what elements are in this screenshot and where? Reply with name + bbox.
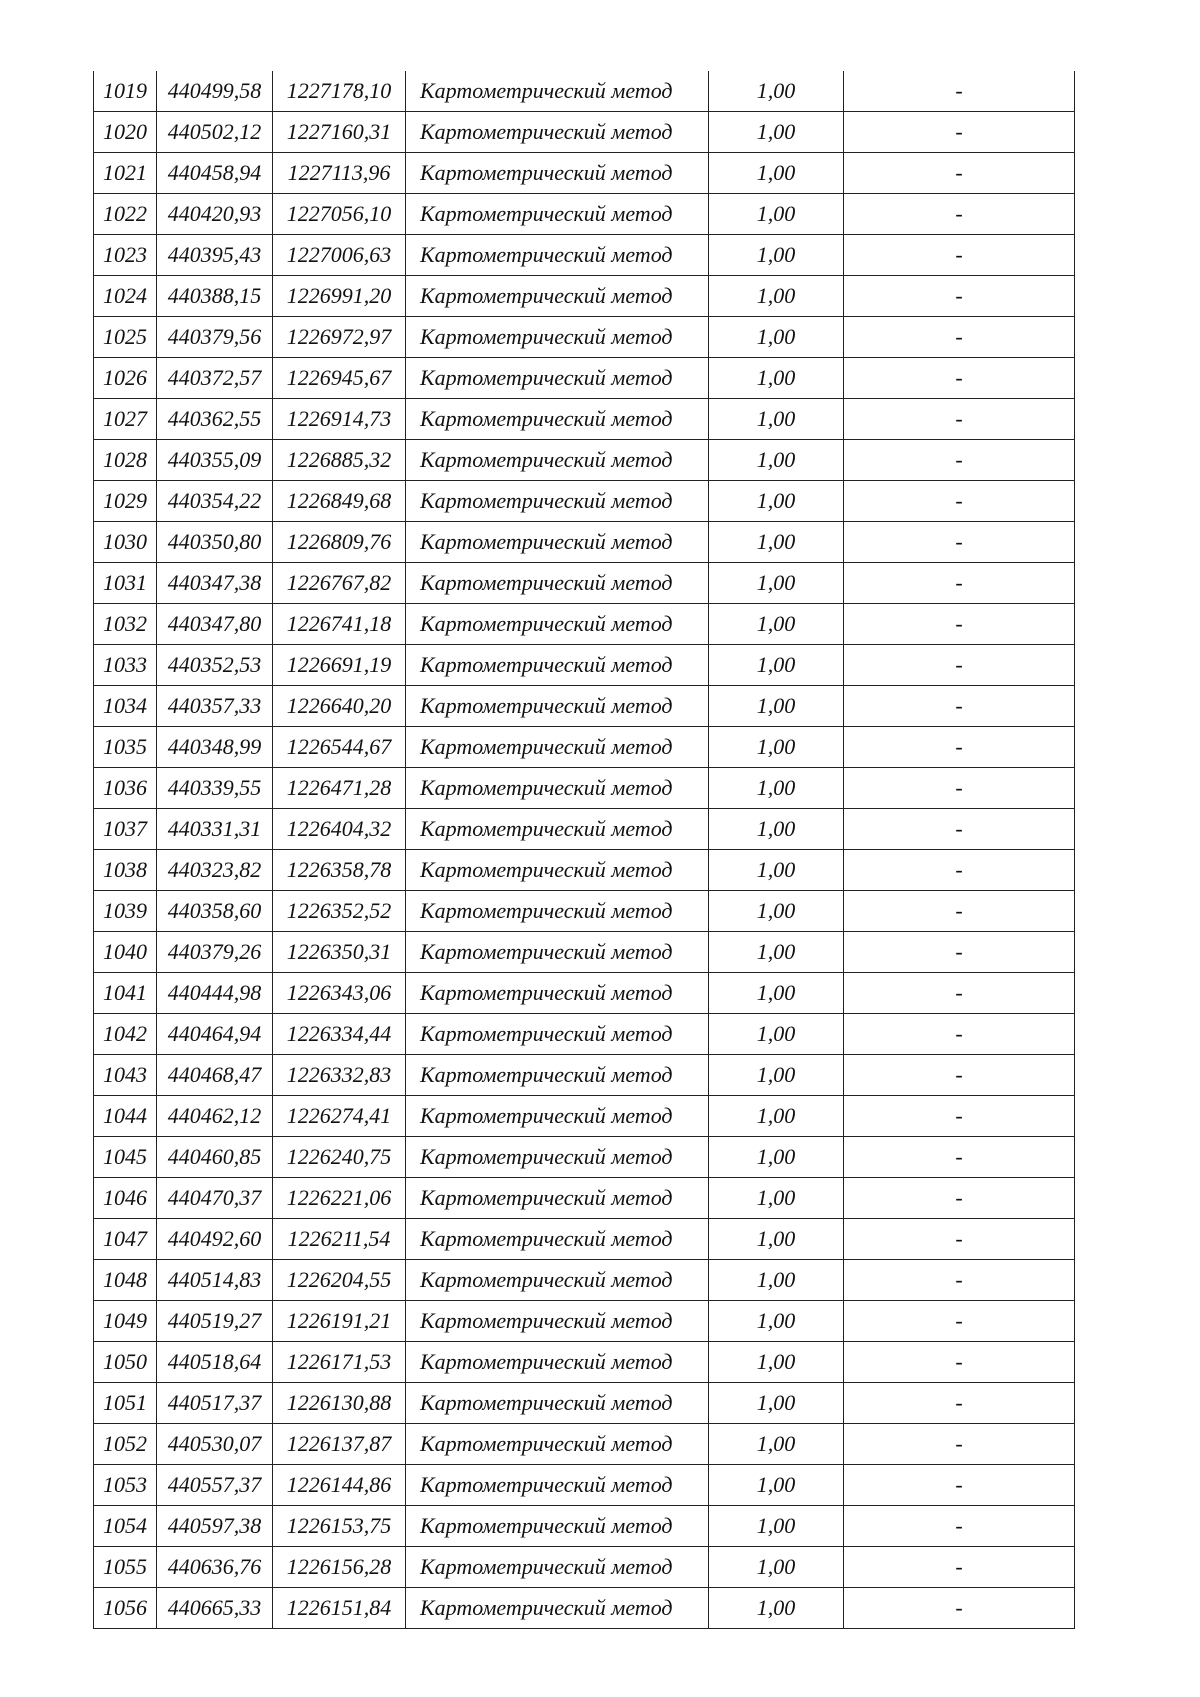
method-cell: Картометрический метод: [406, 1301, 709, 1342]
method-cell: Картометрический метод: [406, 522, 709, 563]
method-cell: Картометрический метод: [406, 891, 709, 932]
x-coordinate-cell: 440331,31: [157, 809, 273, 850]
accuracy-cell: 1,00: [709, 1547, 844, 1588]
y-coordinate-cell: 1226809,76: [273, 522, 406, 563]
y-coordinate-cell: 1226741,18: [273, 604, 406, 645]
y-coordinate-cell: 1226991,20: [273, 276, 406, 317]
description-cell: -: [844, 1547, 1075, 1588]
table-row: [94, 891, 1075, 932]
method-cell: Картометрический метод: [406, 276, 709, 317]
accuracy-cell: 1,00: [709, 973, 844, 1014]
accuracy-cell: 1,00: [709, 1014, 844, 1055]
x-coordinate-cell: 440468,47: [157, 1055, 273, 1096]
description-cell: -: [844, 645, 1075, 686]
description-cell: -: [844, 686, 1075, 727]
y-coordinate-cell: 1226640,20: [273, 686, 406, 727]
description-cell: -: [844, 235, 1075, 276]
coordinates-table-body: [94, 71, 1075, 1629]
x-coordinate-cell: 440362,55: [157, 399, 273, 440]
table-row: [94, 809, 1075, 850]
method-cell: Картометрический метод: [406, 1506, 709, 1547]
table-row: [94, 1260, 1075, 1301]
accuracy-cell: 1,00: [709, 891, 844, 932]
point-number-cell: 1051: [94, 1383, 157, 1424]
point-number-cell: 1048: [94, 1260, 157, 1301]
point-number-cell: 1056: [94, 1588, 157, 1629]
y-coordinate-cell: 1226204,55: [273, 1260, 406, 1301]
y-coordinate-cell: 1226849,68: [273, 481, 406, 522]
description-cell: -: [844, 809, 1075, 850]
table-row: [94, 1301, 1075, 1342]
point-number-cell: 1019: [94, 71, 157, 112]
table-row: [94, 1506, 1075, 1547]
description-cell: -: [844, 1465, 1075, 1506]
point-number-cell: 1038: [94, 850, 157, 891]
accuracy-cell: 1,00: [709, 727, 844, 768]
description-cell: -: [844, 399, 1075, 440]
table-row: [94, 481, 1075, 522]
accuracy-cell: 1,00: [709, 194, 844, 235]
y-coordinate-cell: 1226352,52: [273, 891, 406, 932]
table-row: [94, 727, 1075, 768]
y-coordinate-cell: 1226153,75: [273, 1506, 406, 1547]
method-cell: Картометрический метод: [406, 645, 709, 686]
y-coordinate-cell: 1226130,88: [273, 1383, 406, 1424]
description-cell: -: [844, 604, 1075, 645]
x-coordinate-cell: 440557,37: [157, 1465, 273, 1506]
method-cell: Картометрический метод: [406, 1424, 709, 1465]
point-number-cell: 1034: [94, 686, 157, 727]
y-coordinate-cell: 1226544,67: [273, 727, 406, 768]
point-number-cell: 1021: [94, 153, 157, 194]
y-coordinate-cell: 1227056,10: [273, 194, 406, 235]
method-cell: Картометрический метод: [406, 1014, 709, 1055]
method-cell: Картометрический метод: [406, 1137, 709, 1178]
accuracy-cell: 1,00: [709, 276, 844, 317]
accuracy-cell: 1,00: [709, 1219, 844, 1260]
description-cell: -: [844, 317, 1075, 358]
description-cell: -: [844, 1588, 1075, 1629]
accuracy-cell: 1,00: [709, 604, 844, 645]
description-cell: -: [844, 1219, 1075, 1260]
accuracy-cell: 1,00: [709, 686, 844, 727]
accuracy-cell: 1,00: [709, 850, 844, 891]
y-coordinate-cell: 1226358,78: [273, 850, 406, 891]
method-cell: Картометрический метод: [406, 932, 709, 973]
method-cell: Картометрический метод: [406, 1588, 709, 1629]
table-row: [94, 932, 1075, 973]
accuracy-cell: 1,00: [709, 563, 844, 604]
point-number-cell: 1055: [94, 1547, 157, 1588]
y-coordinate-cell: 1226945,67: [273, 358, 406, 399]
y-coordinate-cell: 1226334,44: [273, 1014, 406, 1055]
y-coordinate-cell: 1226137,87: [273, 1424, 406, 1465]
x-coordinate-cell: 440357,33: [157, 686, 273, 727]
method-cell: Картометрический метод: [406, 1342, 709, 1383]
y-coordinate-cell: 1227006,63: [273, 235, 406, 276]
x-coordinate-cell: 440514,83: [157, 1260, 273, 1301]
method-cell: Картометрический метод: [406, 317, 709, 358]
x-coordinate-cell: 440502,12: [157, 112, 273, 153]
x-coordinate-cell: 440444,98: [157, 973, 273, 1014]
description-cell: -: [844, 112, 1075, 153]
description-cell: -: [844, 563, 1075, 604]
table-row: [94, 1096, 1075, 1137]
x-coordinate-cell: 440372,57: [157, 358, 273, 399]
y-coordinate-cell: 1227113,96: [273, 153, 406, 194]
y-coordinate-cell: 1226211,54: [273, 1219, 406, 1260]
table-row: [94, 235, 1075, 276]
y-coordinate-cell: 1226972,97: [273, 317, 406, 358]
coordinates-table: [93, 71, 1075, 1629]
x-coordinate-cell: 440354,22: [157, 481, 273, 522]
point-number-cell: 1053: [94, 1465, 157, 1506]
x-coordinate-cell: 440462,12: [157, 1096, 273, 1137]
x-coordinate-cell: 440358,60: [157, 891, 273, 932]
method-cell: Картометрический метод: [406, 727, 709, 768]
point-number-cell: 1024: [94, 276, 157, 317]
method-cell: Картометрический метод: [406, 1465, 709, 1506]
description-cell: -: [844, 1424, 1075, 1465]
method-cell: Картометрический метод: [406, 686, 709, 727]
point-number-cell: 1037: [94, 809, 157, 850]
point-number-cell: 1052: [94, 1424, 157, 1465]
point-number-cell: 1044: [94, 1096, 157, 1137]
x-coordinate-cell: 440460,85: [157, 1137, 273, 1178]
description-cell: -: [844, 481, 1075, 522]
x-coordinate-cell: 440530,07: [157, 1424, 273, 1465]
table-row: [94, 1342, 1075, 1383]
table-row: [94, 153, 1075, 194]
point-number-cell: 1040: [94, 932, 157, 973]
description-cell: -: [844, 71, 1075, 112]
method-cell: Картометрический метод: [406, 1178, 709, 1219]
method-cell: Картометрический метод: [406, 973, 709, 1014]
accuracy-cell: 1,00: [709, 112, 844, 153]
x-coordinate-cell: 440388,15: [157, 276, 273, 317]
method-cell: Картометрический метод: [406, 1219, 709, 1260]
table-row: [94, 850, 1075, 891]
x-coordinate-cell: 440350,80: [157, 522, 273, 563]
accuracy-cell: 1,00: [709, 399, 844, 440]
point-number-cell: 1035: [94, 727, 157, 768]
point-number-cell: 1036: [94, 768, 157, 809]
accuracy-cell: 1,00: [709, 768, 844, 809]
method-cell: Картометрический метод: [406, 112, 709, 153]
x-coordinate-cell: 440379,56: [157, 317, 273, 358]
x-coordinate-cell: 440470,37: [157, 1178, 273, 1219]
table-row: [94, 973, 1075, 1014]
accuracy-cell: 1,00: [709, 440, 844, 481]
point-number-cell: 1050: [94, 1342, 157, 1383]
method-cell: Картометрический метод: [406, 1547, 709, 1588]
description-cell: -: [844, 768, 1075, 809]
table-row: [94, 1055, 1075, 1096]
x-coordinate-cell: 440492,60: [157, 1219, 273, 1260]
point-number-cell: 1054: [94, 1506, 157, 1547]
y-coordinate-cell: 1226144,86: [273, 1465, 406, 1506]
point-number-cell: 1047: [94, 1219, 157, 1260]
y-coordinate-cell: 1227160,31: [273, 112, 406, 153]
y-coordinate-cell: 1226767,82: [273, 563, 406, 604]
point-number-cell: 1031: [94, 563, 157, 604]
method-cell: Картометрический метод: [406, 481, 709, 522]
method-cell: Картометрический метод: [406, 440, 709, 481]
y-coordinate-cell: 1226274,41: [273, 1096, 406, 1137]
table-row: [94, 1178, 1075, 1219]
point-number-cell: 1039: [94, 891, 157, 932]
description-cell: -: [844, 358, 1075, 399]
point-number-cell: 1027: [94, 399, 157, 440]
x-coordinate-cell: 440352,53: [157, 645, 273, 686]
accuracy-cell: 1,00: [709, 1506, 844, 1547]
description-cell: -: [844, 153, 1075, 194]
description-cell: -: [844, 727, 1075, 768]
description-cell: -: [844, 1137, 1075, 1178]
method-cell: Картометрический метод: [406, 850, 709, 891]
table-row: [94, 686, 1075, 727]
accuracy-cell: 1,00: [709, 809, 844, 850]
description-cell: -: [844, 1014, 1075, 1055]
accuracy-cell: 1,00: [709, 1055, 844, 1096]
y-coordinate-cell: 1226171,53: [273, 1342, 406, 1383]
description-cell: -: [844, 1342, 1075, 1383]
x-coordinate-cell: 440395,43: [157, 235, 273, 276]
table-row: [94, 112, 1075, 153]
description-cell: -: [844, 1383, 1075, 1424]
method-cell: Картометрический метод: [406, 809, 709, 850]
accuracy-cell: 1,00: [709, 317, 844, 358]
accuracy-cell: 1,00: [709, 153, 844, 194]
description-cell: -: [844, 1055, 1075, 1096]
table-row: [94, 317, 1075, 358]
accuracy-cell: 1,00: [709, 1260, 844, 1301]
method-cell: Картометрический метод: [406, 71, 709, 112]
point-number-cell: 1030: [94, 522, 157, 563]
x-coordinate-cell: 440348,99: [157, 727, 273, 768]
method-cell: Картометрический метод: [406, 604, 709, 645]
table-row: [94, 563, 1075, 604]
y-coordinate-cell: 1226221,06: [273, 1178, 406, 1219]
x-coordinate-cell: 440355,09: [157, 440, 273, 481]
method-cell: Картометрический метод: [406, 194, 709, 235]
y-coordinate-cell: 1226691,19: [273, 645, 406, 686]
table-row: [94, 440, 1075, 481]
x-coordinate-cell: 440597,38: [157, 1506, 273, 1547]
table-row: [94, 1219, 1075, 1260]
method-cell: Картометрический метод: [406, 1260, 709, 1301]
description-cell: -: [844, 522, 1075, 563]
table-row: [94, 358, 1075, 399]
table-row: [94, 522, 1075, 563]
x-coordinate-cell: 440464,94: [157, 1014, 273, 1055]
method-cell: Картометрический метод: [406, 768, 709, 809]
point-number-cell: 1032: [94, 604, 157, 645]
y-coordinate-cell: 1226151,84: [273, 1588, 406, 1629]
description-cell: -: [844, 891, 1075, 932]
y-coordinate-cell: 1226471,28: [273, 768, 406, 809]
method-cell: Картометрический метод: [406, 235, 709, 276]
x-coordinate-cell: 440379,26: [157, 932, 273, 973]
table-row: [94, 399, 1075, 440]
description-cell: -: [844, 1301, 1075, 1342]
y-coordinate-cell: 1226240,75: [273, 1137, 406, 1178]
accuracy-cell: 1,00: [709, 1465, 844, 1506]
x-coordinate-cell: 440518,64: [157, 1342, 273, 1383]
point-number-cell: 1025: [94, 317, 157, 358]
description-cell: -: [844, 932, 1075, 973]
table-row: [94, 1588, 1075, 1629]
point-number-cell: 1020: [94, 112, 157, 153]
point-number-cell: 1026: [94, 358, 157, 399]
point-number-cell: 1043: [94, 1055, 157, 1096]
x-coordinate-cell: 440323,82: [157, 850, 273, 891]
description-cell: -: [844, 1260, 1075, 1301]
point-number-cell: 1029: [94, 481, 157, 522]
point-number-cell: 1023: [94, 235, 157, 276]
method-cell: Картометрический метод: [406, 1055, 709, 1096]
x-coordinate-cell: 440458,94: [157, 153, 273, 194]
table-row: [94, 1137, 1075, 1178]
y-coordinate-cell: 1226156,28: [273, 1547, 406, 1588]
method-cell: Картометрический метод: [406, 153, 709, 194]
accuracy-cell: 1,00: [709, 1424, 844, 1465]
point-number-cell: 1028: [94, 440, 157, 481]
accuracy-cell: 1,00: [709, 522, 844, 563]
x-coordinate-cell: 440499,58: [157, 71, 273, 112]
description-cell: -: [844, 1096, 1075, 1137]
method-cell: Картометрический метод: [406, 399, 709, 440]
accuracy-cell: 1,00: [709, 481, 844, 522]
accuracy-cell: 1,00: [709, 932, 844, 973]
y-coordinate-cell: 1227178,10: [273, 71, 406, 112]
accuracy-cell: 1,00: [709, 1301, 844, 1342]
accuracy-cell: 1,00: [709, 71, 844, 112]
method-cell: Картометрический метод: [406, 1383, 709, 1424]
description-cell: -: [844, 1178, 1075, 1219]
y-coordinate-cell: 1226350,31: [273, 932, 406, 973]
point-number-cell: 1046: [94, 1178, 157, 1219]
x-coordinate-cell: 440420,93: [157, 194, 273, 235]
method-cell: Картометрический метод: [406, 358, 709, 399]
x-coordinate-cell: 440636,76: [157, 1547, 273, 1588]
table-row: [94, 1547, 1075, 1588]
accuracy-cell: 1,00: [709, 1342, 844, 1383]
table-row: [94, 1465, 1075, 1506]
point-number-cell: 1041: [94, 973, 157, 1014]
accuracy-cell: 1,00: [709, 235, 844, 276]
point-number-cell: 1033: [94, 645, 157, 686]
y-coordinate-cell: 1226914,73: [273, 399, 406, 440]
accuracy-cell: 1,00: [709, 645, 844, 686]
x-coordinate-cell: 440339,55: [157, 768, 273, 809]
accuracy-cell: 1,00: [709, 358, 844, 399]
x-coordinate-cell: 440517,37: [157, 1383, 273, 1424]
description-cell: -: [844, 440, 1075, 481]
point-number-cell: 1049: [94, 1301, 157, 1342]
method-cell: Картометрический метод: [406, 1096, 709, 1137]
accuracy-cell: 1,00: [709, 1383, 844, 1424]
table-row: [94, 1014, 1075, 1055]
x-coordinate-cell: 440519,27: [157, 1301, 273, 1342]
table-row: [94, 1383, 1075, 1424]
y-coordinate-cell: 1226332,83: [273, 1055, 406, 1096]
y-coordinate-cell: 1226343,06: [273, 973, 406, 1014]
point-number-cell: 1022: [94, 194, 157, 235]
y-coordinate-cell: 1226885,32: [273, 440, 406, 481]
table-row: [94, 276, 1075, 317]
table-row: [94, 71, 1075, 112]
y-coordinate-cell: 1226404,32: [273, 809, 406, 850]
accuracy-cell: 1,00: [709, 1096, 844, 1137]
table-row: [94, 768, 1075, 809]
table-row: [94, 645, 1075, 686]
table-row: [94, 1424, 1075, 1465]
description-cell: -: [844, 194, 1075, 235]
x-coordinate-cell: 440665,33: [157, 1588, 273, 1629]
accuracy-cell: 1,00: [709, 1137, 844, 1178]
x-coordinate-cell: 440347,38: [157, 563, 273, 604]
table-row: [94, 604, 1075, 645]
accuracy-cell: 1,00: [709, 1178, 844, 1219]
description-cell: -: [844, 1506, 1075, 1547]
method-cell: Картометрический метод: [406, 563, 709, 604]
point-number-cell: 1045: [94, 1137, 157, 1178]
description-cell: -: [844, 850, 1075, 891]
accuracy-cell: 1,00: [709, 1588, 844, 1629]
y-coordinate-cell: 1226191,21: [273, 1301, 406, 1342]
point-number-cell: 1042: [94, 1014, 157, 1055]
description-cell: -: [844, 973, 1075, 1014]
table-row: [94, 194, 1075, 235]
description-cell: -: [844, 276, 1075, 317]
x-coordinate-cell: 440347,80: [157, 604, 273, 645]
